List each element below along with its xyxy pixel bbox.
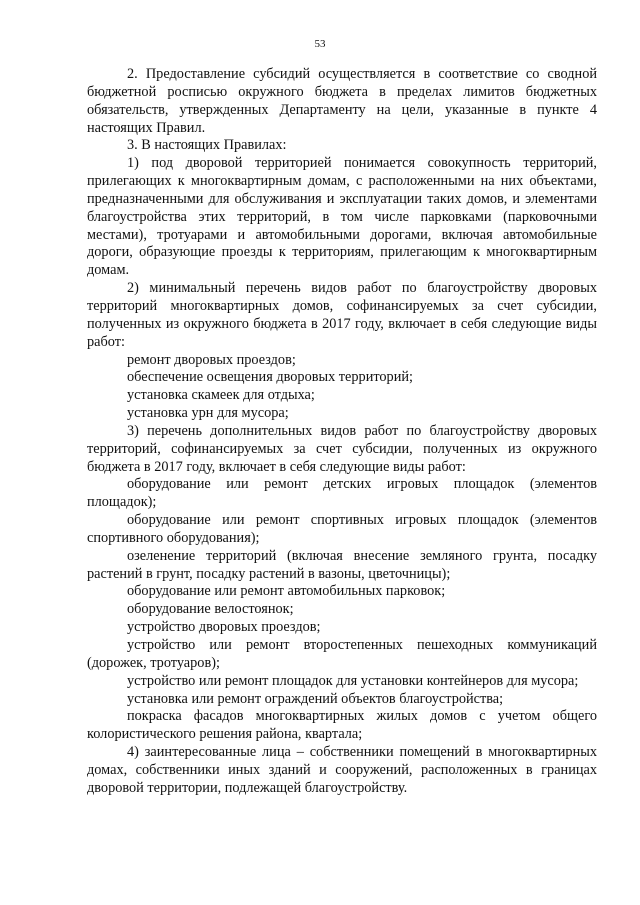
list-item: установка скамеек для отдыха; (127, 387, 315, 404)
list-item: покраска фасадов многоквартирных жилых домов с учетом общего колористического решения района, квартала; (87, 708, 597, 743)
paragraph-subsidy-provision: 2. Предоставление субсидий осуществляется в соответствие со сводной бюджетной росписью окружного бюджета в пределах лимитов бюджетных обязательств, утвержденных Департаменту на цели, указанные в пункте 4 настоящих Правил. (87, 66, 597, 136)
paragraph-interested-parties: 4) заинтересованные лица – собственники помещений в многоквартирных домах, собственники иных зданий и сооружений, расположенных в границах дворовой территории, подлежащей благоустройству. (87, 744, 597, 796)
list-item: ремонт дворовых проездов; (127, 351, 296, 368)
list-item: установка урн для мусора; (127, 405, 289, 422)
list-item: оборудование или ремонт автомобильных парковок; (127, 583, 446, 600)
document-body (87, 66, 597, 798)
paragraph-rules-intro: 3. В настоящих Правилах: (127, 137, 287, 154)
list-item: устройство или ремонт второстепенных пешеходных коммуникаций (дорожек, тротуаров); (87, 637, 597, 671)
list-item: устройство дворовых проездов; (127, 619, 321, 636)
list-item: озеленение территорий (включая внесение земляного грунта, посадку растений в грунт, посадку растений в вазоны, цветочницы); (87, 547, 597, 582)
list-item: установка или ремонт ограждений объектов благоустройства; (127, 690, 504, 707)
paragraph-additional-works-list: 3) перечень дополнительных видов работ по благоустройству дворовых территорий, софинансируемых за счет субсидии, полученных из окружного бюджета в 2017 году, включает в себя следующие виды работ: (87, 422, 597, 475)
list-item: оборудование велостоянок; (127, 601, 294, 618)
list-item: оборудование или ремонт спортивных игровых площадок (элементов спортивного оборудования); (87, 512, 597, 546)
paragraph-minimum-works-list: 2) минимальный перечень видов работ по благоустройству дворовых территорий многоквартирных домов, софинансируемых за счет субсидии, полученных из окружного бюджета в 2017 году, включает в себя следующие виды работ: (87, 280, 597, 350)
page-number: 53 (314, 38, 326, 50)
list-item: оборудование или ремонт детских игровых площадок (элементов площадок); (87, 476, 597, 511)
list-item: обеспечение освещения дворовых территорий; (127, 369, 413, 386)
paragraph-definition-yard-territory: 1) под дворовой территорией понимается совокупность территорий, прилегающих к многоквартирным домам, с расположенными на них объектами, предназначенными для обслуживания и эксплуатации таких домов, и элементами благоустройства этих территорий, в том числе парковками (парковочными местами), тротуарами и автомобильными дорогами, включая автомобильные дороги, образующие проезды к территориям, прилегающим к многоквартирным домам. (87, 155, 597, 279)
list-item: устройство или ремонт площадок для установки контейнеров для мусора; (127, 672, 579, 689)
